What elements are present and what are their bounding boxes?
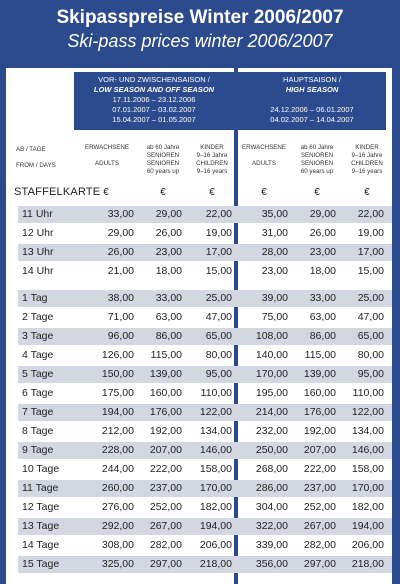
price-child-low: 15,00: [205, 265, 232, 277]
price-adult-high: 108,00: [255, 330, 288, 342]
table-row: [18, 442, 392, 459]
row-label: 7 Tage: [22, 406, 54, 418]
price-senior-low: 29,00: [155, 208, 182, 220]
row-label: 15 Tage: [22, 558, 60, 570]
price-child-low: 19,00: [205, 227, 232, 239]
price-adult-high: 356,00: [255, 558, 288, 570]
title-english: Ski-pass prices winter 2006/2007: [67, 31, 333, 51]
price-senior-low: 282,00: [149, 539, 182, 551]
price-child-low: 182,00: [199, 501, 232, 513]
price-senior-high: 18,00: [309, 265, 336, 277]
table-row: [18, 366, 392, 383]
price-child-high: 194,00: [351, 520, 384, 532]
price-adult-high: 304,00: [255, 501, 288, 513]
col-children-line3: CHILDREN: [196, 160, 228, 167]
currency-symbol: €: [261, 187, 267, 198]
price-child-low: 122,00: [199, 406, 232, 418]
col-seniors-line4: 60 years up: [146, 168, 180, 175]
col-children-high-line1: KINDER: [355, 144, 379, 151]
price-child-high: 182,00: [351, 501, 384, 513]
price-adult-high: 140,00: [255, 349, 288, 361]
price-senior-low: 252,00: [149, 501, 182, 513]
price-adult-high: 75,00: [261, 311, 288, 323]
price-adult-low: 194,00: [101, 406, 134, 418]
row-label: 11 Tage: [22, 482, 59, 494]
table-row: [18, 263, 392, 280]
price-child-low: 47,00: [205, 311, 232, 323]
currency-symbol: €: [314, 187, 320, 198]
col-seniors-high-line1: ab 60 Jahre: [300, 144, 334, 151]
price-child-high: 47,00: [357, 311, 384, 323]
col-children-high-line2: 9–16 Jahre: [351, 152, 383, 159]
price-child-low: 110,00: [200, 387, 232, 399]
title-german: Skipasspreise Winter 2006/2007: [56, 7, 344, 28]
price-child-high: 15,00: [357, 265, 384, 277]
price-senior-high: 115,00: [304, 349, 336, 361]
table-row: [18, 244, 392, 261]
col-erwachsene-high: ERWACHSENE: [241, 144, 286, 151]
col-from-days: FROM / DAYS: [16, 162, 56, 169]
price-senior-high: 222,00: [303, 463, 336, 475]
currency-symbol: €: [103, 187, 109, 198]
table-row: [18, 518, 392, 535]
row-label: 2 Tage: [22, 311, 54, 323]
price-senior-low: 26,00: [155, 227, 182, 239]
price-child-high: 80,00: [357, 349, 384, 361]
price-child-high: 170,00: [351, 482, 384, 494]
col-seniors-line3: SENIOREN: [146, 160, 180, 167]
price-child-high: 134,00: [351, 425, 384, 437]
price-senior-low: 18,00: [155, 265, 182, 277]
price-adult-high: 170,00: [255, 368, 288, 380]
col-children-high-line4: 9–16 years: [351, 168, 383, 175]
price-senior-high: 297,00: [303, 558, 336, 570]
price-adult-high: 268,00: [255, 463, 288, 475]
price-child-low: 80,00: [205, 349, 232, 361]
table-row: [18, 290, 392, 307]
table-row: [18, 556, 392, 573]
high-season-band: [238, 72, 386, 130]
col-children-line4: 9–16 years: [196, 168, 228, 175]
price-child-low: 95,00: [205, 368, 232, 380]
row-label: 13 Tage: [22, 520, 60, 532]
col-seniors-high-line2: SENIOREN: [300, 152, 334, 159]
price-senior-low: 160,00: [149, 387, 182, 399]
row-label: 9 Tage: [22, 444, 54, 456]
price-child-high: 110,00: [352, 387, 384, 399]
staffelkarte-label: STAFFELKARTE: [14, 186, 101, 198]
price-senior-low: 86,00: [155, 330, 182, 342]
currency-symbol: €: [160, 187, 166, 198]
price-senior-high: 139,00: [303, 368, 336, 380]
row-label: 5 Tage: [22, 368, 54, 380]
row-label: 11 Uhr: [22, 208, 53, 220]
price-senior-low: 237,00: [149, 482, 182, 494]
high-season-date-2: 04.02.2007 – 14.04.2007: [270, 115, 354, 124]
price-senior-low: 267,00: [149, 520, 182, 532]
table-row: [18, 225, 392, 242]
row-label: 4 Tage: [22, 349, 54, 361]
price-adult-low: 244,00: [101, 463, 134, 475]
price-senior-low: 139,00: [149, 368, 182, 380]
row-label: 10 Tage: [22, 463, 60, 475]
table-row: [18, 309, 392, 326]
price-senior-high: 282,00: [303, 539, 336, 551]
table-row: [18, 347, 392, 364]
price-senior-low: 297,00: [149, 558, 182, 570]
low-season-band: [74, 72, 234, 130]
price-adult-low: 21,00: [107, 265, 134, 277]
price-adult-low: 175,00: [101, 387, 134, 399]
price-adult-high: 35,00: [261, 208, 288, 220]
price-senior-low: 63,00: [155, 311, 182, 323]
price-senior-low: 207,00: [149, 444, 182, 456]
price-adult-high: 23,00: [261, 265, 288, 277]
price-table: [6, 68, 392, 584]
table-row: [18, 404, 392, 421]
price-senior-high: 160,00: [303, 387, 336, 399]
row-label: 8 Tage: [22, 425, 54, 437]
price-adult-high: 286,00: [255, 482, 288, 494]
col-adults-high: [238, 144, 290, 168]
row-label: 13 Uhr: [22, 246, 54, 258]
price-child-high: 19,00: [357, 227, 384, 239]
price-child-low: 22,00: [205, 208, 232, 220]
price-senior-high: 63,00: [309, 311, 336, 323]
col-seniors-line1: ab 60 Jahre: [146, 144, 180, 151]
price-child-low: 170,00: [199, 482, 232, 494]
page-header: [0, 0, 400, 68]
table-row: [18, 206, 392, 223]
price-adult-low: 126,00: [101, 349, 134, 361]
col-children-high-line3: CHILDREN: [351, 160, 383, 167]
table-row: [18, 385, 392, 402]
price-adult-low: 212,00: [101, 425, 134, 437]
high-season-title-en: HIGH SEASON: [285, 85, 339, 94]
col-ab-tage: AB / TAGE: [16, 146, 46, 153]
price-child-high: 25,00: [357, 292, 384, 304]
table-row: [18, 537, 392, 554]
price-child-high: 158,00: [351, 463, 384, 475]
price-adult-high: 28,00: [261, 246, 288, 258]
price-adult-low: 260,00: [101, 482, 134, 494]
col-children-high: [344, 144, 390, 176]
price-senior-low: 23,00: [155, 246, 182, 258]
currency-symbol: €: [364, 187, 370, 198]
price-adult-high: 31,00: [261, 227, 288, 239]
low-season-title: VOR- UND ZWISCHENSAISON /: [98, 75, 210, 84]
price-child-high: 65,00: [357, 330, 384, 342]
table-row: [18, 499, 392, 516]
price-child-high: 122,00: [351, 406, 384, 418]
row-label: 1 Tag: [22, 292, 48, 304]
price-child-low: 218,00: [199, 558, 232, 570]
price-senior-high: 267,00: [303, 520, 336, 532]
price-child-low: 158,00: [199, 463, 232, 475]
low-season-date-3: 15.04.2007 – 01.05.2007: [112, 115, 196, 124]
low-season-date-1: 17.11.2006 – 23.12.2006: [112, 95, 196, 104]
col-seniors-line2: SENIOREN: [146, 152, 180, 159]
price-senior-high: 252,00: [303, 501, 336, 513]
col-children-low: [190, 144, 234, 176]
price-child-low: 17,00: [205, 246, 232, 258]
price-adult-low: 308,00: [101, 539, 134, 551]
currency-symbol: €: [209, 187, 215, 198]
row-label: 3 Tage: [22, 330, 54, 342]
price-senior-high: 237,00: [303, 482, 336, 494]
price-senior-low: 176,00: [149, 406, 182, 418]
price-adult-low: 150,00: [101, 368, 134, 380]
price-adult-high: 232,00: [255, 425, 288, 437]
price-adult-low: 292,00: [101, 520, 134, 532]
price-child-high: 146,00: [351, 444, 384, 456]
price-adult-low: 26,00: [107, 246, 134, 258]
row-label: 14 Uhr: [22, 265, 54, 277]
col-seniors-high-line3: SENIOREN: [300, 160, 334, 167]
price-child-low: 25,00: [205, 292, 232, 304]
price-adult-high: 195,00: [255, 387, 288, 399]
low-season-date-2: 07.01.2007 – 03.02.2007: [112, 105, 196, 114]
price-adult-high: 214,00: [255, 406, 288, 418]
row-label: 6 Tage: [22, 387, 54, 399]
price-senior-high: 207,00: [303, 444, 336, 456]
price-senior-high: 33,00: [309, 292, 336, 304]
price-adult-low: 276,00: [101, 501, 134, 513]
price-senior-low: 33,00: [155, 292, 182, 304]
row-label: 14 Tage: [22, 539, 60, 551]
price-senior-high: 192,00: [303, 425, 336, 437]
price-senior-high: 23,00: [309, 246, 336, 258]
price-senior-high: 86,00: [309, 330, 336, 342]
price-adult-low: 71,00: [107, 311, 134, 323]
price-child-low: 146,00: [199, 444, 232, 456]
col-adults-low: [78, 144, 136, 168]
col-children-line2: 9–16 Jahre: [196, 152, 228, 159]
col-seniors-high-line4: 60 years up: [300, 168, 334, 175]
price-child-high: 17,00: [357, 246, 384, 258]
price-adult-high: 39,00: [261, 292, 288, 304]
price-senior-low: 192,00: [149, 425, 182, 437]
price-senior-low: 115,00: [150, 349, 182, 361]
price-child-low: 206,00: [199, 539, 232, 551]
col-children-line1: KINDER: [200, 144, 224, 151]
price-adult-low: 228,00: [101, 444, 134, 456]
row-label: 12 Tage: [22, 501, 60, 513]
table-row: [18, 480, 392, 497]
price-adult-high: 339,00: [255, 539, 288, 551]
price-child-low: 65,00: [205, 330, 232, 342]
price-adult-low: 33,00: [107, 208, 134, 220]
price-child-low: 134,00: [199, 425, 232, 437]
price-adult-low: 29,00: [107, 227, 134, 239]
price-senior-high: 29,00: [309, 208, 336, 220]
table-row: [18, 423, 392, 440]
price-child-high: 95,00: [357, 368, 384, 380]
col-seniors-high: [292, 144, 342, 176]
price-senior-high: 26,00: [309, 227, 336, 239]
price-adult-high: 250,00: [255, 444, 288, 456]
price-adult-low: 38,00: [107, 292, 134, 304]
price-adult-low: 325,00: [101, 558, 134, 570]
price-adult-high: 322,00: [255, 520, 288, 532]
col-seniors-low: [138, 144, 188, 176]
high-season-date-1: 24.12.2006 – 06.01.2007: [270, 105, 354, 114]
price-senior-high: 176,00: [303, 406, 336, 418]
low-season-title-en: LOW SEASON AND OFF SEASON: [93, 85, 215, 94]
col-adults: ADULTS: [95, 160, 119, 167]
table-row: [18, 328, 392, 345]
price-adult-low: 96,00: [107, 330, 134, 342]
col-adults-high-label: ADULTS: [252, 160, 276, 167]
price-child-high: 22,00: [357, 208, 384, 220]
price-child-low: 194,00: [199, 520, 232, 532]
col-erwachsene: ERWACHSENE: [84, 144, 129, 151]
table-row: [18, 461, 392, 478]
price-senior-low: 222,00: [149, 463, 182, 475]
price-child-high: 206,00: [351, 539, 384, 551]
row-label: 12 Uhr: [22, 227, 54, 239]
high-season-title: HAUPTSAISON /: [283, 75, 341, 84]
price-child-high: 218,00: [351, 558, 384, 570]
